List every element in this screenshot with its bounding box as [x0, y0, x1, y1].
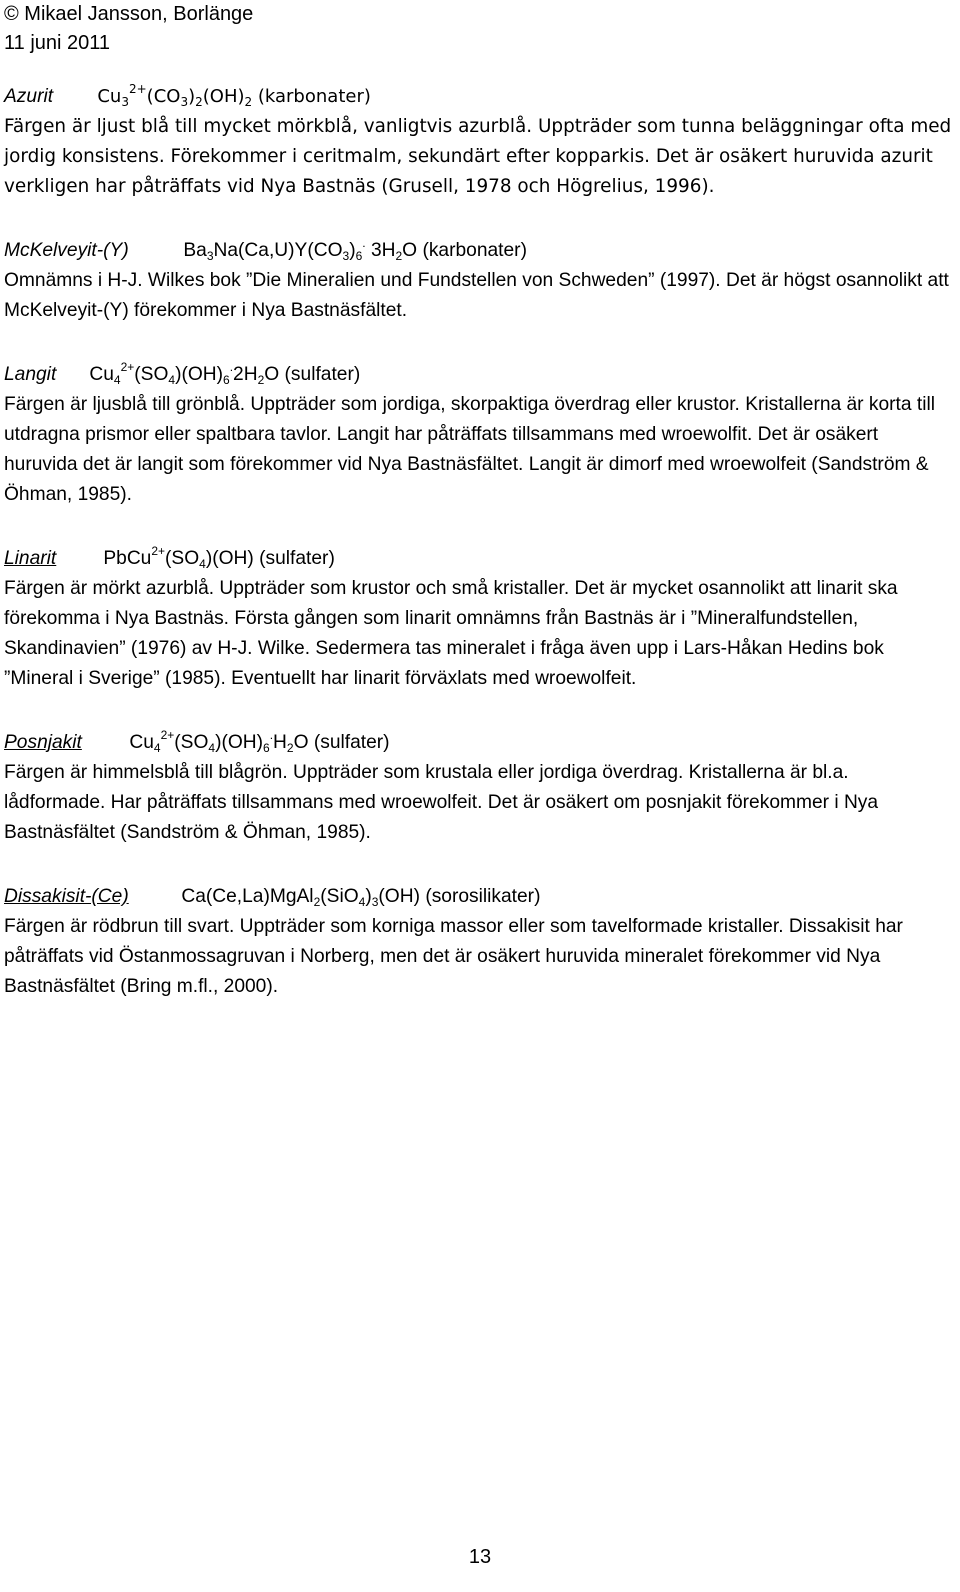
mineral-entry-linarit: [4, 544, 952, 694]
entry-title-line: [4, 360, 952, 390]
author-line: © Mikael Jansson, Borlänge: [4, 3, 254, 25]
entry-title-line: [4, 236, 952, 266]
mineral-category: (sulfater): [284, 364, 361, 385]
mineral-category: (sorosilikater): [425, 886, 541, 907]
mineral-name: McKelveyit-(Y): [4, 240, 129, 261]
mineral-name: Langit: [4, 364, 57, 385]
mineral-name: Dissakisit-(Ce): [4, 886, 129, 907]
document-body: [4, 82, 952, 1036]
entry-title-line: [4, 728, 952, 758]
page-number: 13: [468, 1546, 492, 1568]
mineral-entry-azurit: [4, 82, 952, 202]
chemical-formula: $Cu_4^{2+}(SO_4)(OH)_6^.H_2O$ (sulfater): [129, 728, 390, 755]
entry-title-line: [4, 544, 952, 574]
entry-description: Färgen är rödbrun till svart. Uppträder som korniga massor eller som tavelformade kristaller. Dissakisit har påträffats vid Östanmossagruvan i Norberg, men det är osäkert huruvida mineralet förekommer vid Nya Bastnäsfältet (Bring m.fl., 2000).: [4, 916, 903, 997]
chemical-formula: $Ba_3Na(Ca,U)Y(CO_3)_6^.$ $3H_2O$ (karbonater): [183, 236, 527, 263]
mineral-name: Linarit: [4, 548, 57, 569]
entry-title-line: [4, 882, 952, 912]
mineral-entry-mckelveyit: [4, 236, 952, 326]
mineral-entry-dissakisit: [4, 882, 952, 1002]
entry-description: Färgen är ljusblå till grönblå. Uppträder som jordiga, skorpaktiga överdrag eller krustor. Kristallerna är korta till utdragna prismor eller spaltbara tavlor. Langit har påträffats tillsammans med wroewolfit. Det är osäkert huruvida det är langit som förekommer vid Nya Bastnäsfältet. Langit är dimorf med wroewolfeit (Sandström & Öhman, 1985).: [4, 394, 936, 505]
mineral-entry-posnjakit: [4, 728, 952, 848]
entry-description: Färgen är ljust blå till mycket mörkblå, vanligtvis azurblå. Uppträder som tunna beläggningar ofta med jordig konsistens. Förekommer i ceritmalm, sekundärt efter kopparkis. Det är osäkert huruvida azurit verkligen har påträffats vid Nya Bastnäs (Grusell, 1978 och Högrelius, 1996).: [4, 116, 952, 197]
chemical-formula: $PbCu^{2+}(SO_4)(OH)$ (sulfater): [103, 544, 335, 571]
date-line: 11 juni 2011: [4, 32, 111, 54]
entry-description: Färgen är mörkt azurblå. Uppträder som krustor och små kristaller. Det är mycket osannolikt att linarit ska förekomma i Nya Bastnäs. Första gången som linarit omnämns från Bastnäs är i ”Mineralfundstellen, Skandinavien” (1976) av H-J. Wilke. Sedermera tas mineralet i fråga även upp i Lars-Håkan Hedins bok ”Mineral i Sverige” (1985). Eventuellt har linarit förväxlats med wroewolfeit.: [4, 578, 898, 689]
mineral-category: (karbonater): [257, 86, 371, 107]
entry-description: Färgen är himmelsblå till blågrön. Uppträder som krustala eller jordiga överdrag. Kristallerna är bl.a. lådformade. Har påträffats tillsammans med wroewolfeit. Det är osäkert om posnjakit förekommer i Nya Bastnäsfältet (Sandström & Öhman, 1985).: [4, 762, 879, 843]
entry-title-line: [4, 82, 952, 112]
mineral-name: Posnjakit: [4, 732, 82, 753]
chemical-formula: $Cu_4^{2+}(SO_4)(OH)_6^.2H_2O$ (sulfater): [89, 360, 361, 387]
mineral-entry-langit: [4, 360, 952, 510]
mineral-name: Azurit: [4, 86, 54, 107]
mineral-category: (sulfater): [313, 732, 390, 753]
chemical-formula: $Cu_3^{2+}(CO_3)_2(OH)_2$ (karbonater): [97, 82, 371, 109]
chemical-formula: $Ca(Ce,La)MgAl_2(SiO_4)_3(OH)$ (sorosilikater): [181, 886, 541, 909]
page-header: [4, 0, 253, 58]
mineral-category: (sulfater): [259, 548, 335, 569]
entry-description: Omnämns i H-J. Wilkes bok ”Die Mineralien und Fundstellen von Schweden” (1997). Det är högst osannolikt att McKelveyit-(Y) förekommer i Nya Bastnäsfältet.: [4, 270, 949, 321]
mineral-category: (karbonater): [422, 240, 527, 261]
